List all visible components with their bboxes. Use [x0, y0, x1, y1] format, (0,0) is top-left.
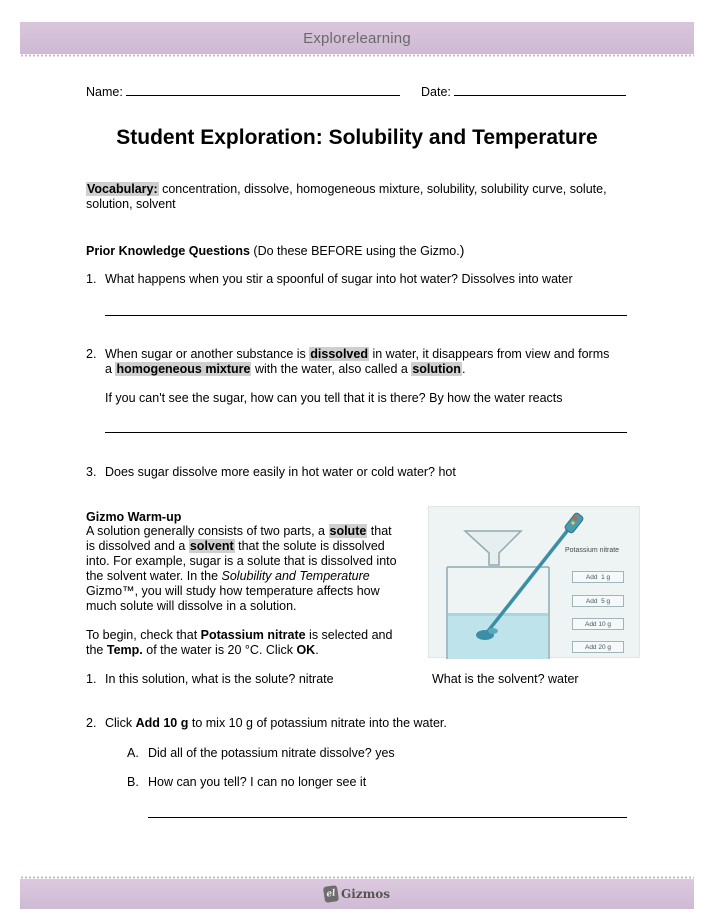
prior-q1-number: 1. [86, 272, 97, 286]
warmup-q1-number: 1. [86, 672, 97, 686]
warmup-p2-line-1: To begin, check that Potassium nitrate is selected and [86, 628, 393, 642]
warmup-p1-line-1: A solution generally consists of two parts, a solute that [86, 524, 392, 538]
date-line[interactable] [454, 84, 626, 96]
solution-highlight: solution [412, 362, 461, 376]
warmup-p2-line-2: the Temp. of the water is 20 °C. Click OK. [86, 643, 319, 657]
page-title: Student Exploration: Solubility and Temperature [116, 126, 598, 149]
gizmo-screenshot [428, 506, 640, 658]
solute-highlight: solute [329, 524, 367, 538]
name-field [86, 84, 400, 99]
warmup-qa-letter: A. [127, 746, 139, 760]
prior-q2-line-1: When sugar or another substance is dissolved in water, it disappears from view and forms [105, 347, 610, 361]
vocabulary-line-1: Vocabulary: concentration, dissolve, homogeneous mixture, solubility, solubility curve, solute, [87, 182, 607, 196]
footer-band [20, 879, 694, 909]
add-5g-button[interactable]: Add 5 g [572, 595, 624, 607]
prior-q2-number: 2. [86, 347, 97, 361]
homogeneous-mixture-highlight: homogeneous mixture [116, 362, 251, 376]
vocabulary-label: Vocabulary: [87, 182, 158, 196]
beaker-illustration [429, 507, 641, 659]
prior-q2-followup: If you can't see the sugar, how can you tell that it is there? By how the water reacts [105, 391, 563, 405]
warmup-heading: Gizmo Warm-up [86, 510, 182, 524]
gizmos-logo: el Gizmos [324, 886, 390, 902]
add-1g-button[interactable]: Add 1 g [572, 571, 624, 583]
prior-q2-answer-line[interactable] [105, 432, 627, 433]
explorelearning-logo: Explorelearning [303, 29, 411, 47]
warmup-qb-answer-line[interactable] [148, 817, 627, 818]
prior-q3-text: Does sugar dissolve more easily in hot water or cold water? hot [105, 465, 456, 479]
vocabulary-line-2: solution, solvent [86, 197, 176, 211]
warmup-qa-text: Did all of the potassium nitrate dissolve? yes [148, 746, 395, 760]
add-10g-button[interactable]: Add 10 g [572, 618, 624, 630]
date-field [421, 84, 626, 99]
date-label: Date: [421, 85, 451, 99]
warmup-p1-line-3: into. For example, sugar is a solute that is dissolved into [86, 554, 397, 568]
dissolved-highlight: dissolved [310, 347, 368, 361]
prior-q3-number: 3. [86, 465, 97, 479]
warmup-p1-line-5: Gizmo™, you will study how temperature affects how [86, 584, 380, 598]
prior-knowledge-heading: Prior Knowledge Questions (Do these BEFORE using the Gizmo.) [86, 242, 465, 258]
name-line[interactable] [126, 84, 400, 96]
header-dots [20, 54, 694, 57]
substance-label: Potassium nitrate [565, 547, 620, 554]
prior-q1-answer-line[interactable] [105, 315, 627, 316]
header-band [20, 22, 694, 54]
prior-q2-line-2: a homogeneous mixture with the water, also called a solution. [105, 362, 466, 376]
warmup-q1-right: What is the solvent? water [432, 672, 579, 686]
warmup-q2-text: Click Add 10 g to mix 10 g of potassium nitrate into the water. [105, 716, 447, 730]
warmup-p1-line-4: the solvent water. In the Solubility and Temperature [86, 569, 370, 583]
solvent-highlight: solvent [189, 539, 234, 553]
gizmos-mark-icon: el [323, 885, 339, 903]
warmup-q2-number: 2. [86, 716, 97, 730]
warmup-p1-line-6: much solute will dissolve in a solution. [86, 599, 297, 613]
warmup-qb-letter: B. [127, 775, 139, 789]
warmup-p1-line-2: is dissolved and a solvent that the solute is dissolved [86, 539, 385, 553]
warmup-qb-text: How can you tell? I can no longer see it [148, 775, 367, 789]
warmup-q1-text: In this solution, what is the solute? nitrate [105, 672, 334, 686]
name-label: Name: [86, 85, 123, 99]
prior-q1-text: What happens when you stir a spoonful of sugar into hot water? Dissolves into water [105, 272, 573, 286]
add-20g-button[interactable]: Add 20 g [572, 641, 624, 653]
